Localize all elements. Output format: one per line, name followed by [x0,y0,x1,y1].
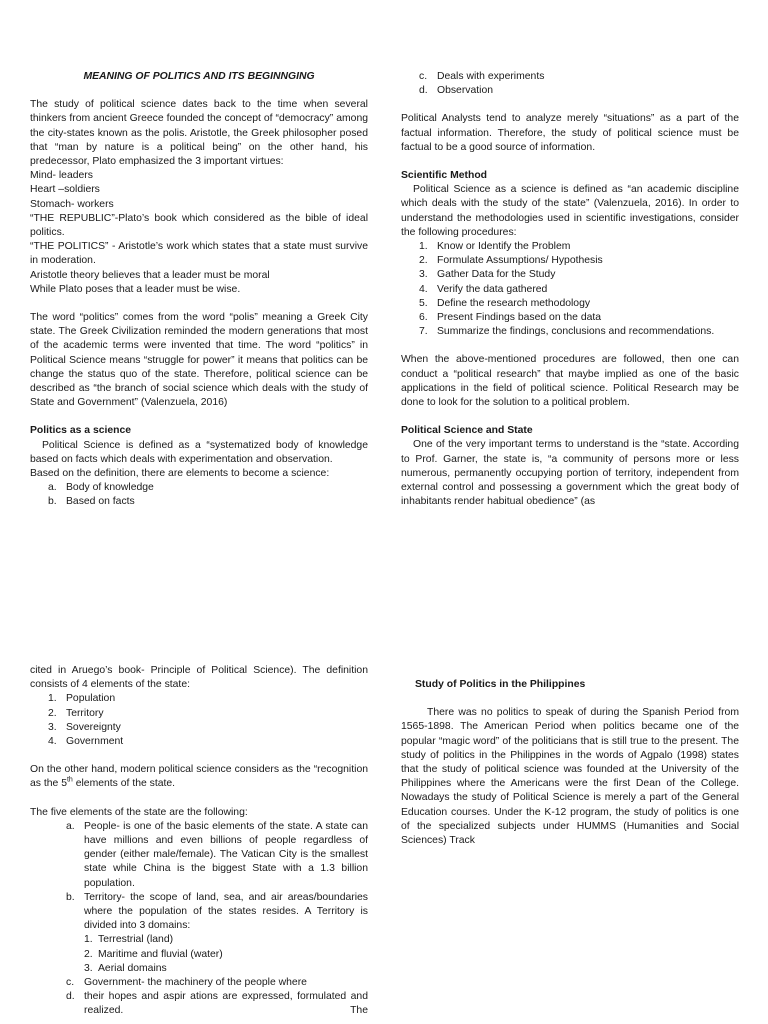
list-item: a. People- is one of the basic elements of the state. A state can have millions and even billions of people regardless of gender (either male/female). The Vatican City is the smallest state while China is the biggest State with a 1.3 billion population. [66,820,368,889]
top-right-column [401,70,739,509]
state-heading: Political Science and State [401,425,533,437]
virtue-stomach: Stomach- workers [30,198,114,210]
plato-note: While Plato poses that a leader must be wise. [30,283,241,295]
philippines-heading: Study of Politics in the Philippines [415,679,586,690]
list-item: 5. Define the research methodology [419,297,591,309]
research-paragraph: When the above-mentioned procedures are followed, then one can conduct a “political research” that maybe implied as one of the basic applications in the field of political science. Political Research may be done to look for the solution to a political problem. [401,354,739,409]
science-elements-list-cont [401,70,739,98]
definition-cont-paragraph: cited in Aruego’s book- Principle of Political Science). The definition consists of 4 elements of the state: [30,665,368,691]
page-title: MEANING OF POLITICS AND ITS BEGINNGING [83,71,315,82]
list-item: d. their hopes and aspir ations are expressed, formulated and realized. The [66,991,368,1017]
list-item: 2. Formulate Assumptions/ Hypothesis [419,255,603,267]
science-elements-list [30,481,368,509]
list-item: 3. Sovereignty [48,721,121,733]
list-item: 2. Maritime and fluvial (water) [84,948,223,960]
analysts-paragraph: Political Analysts tend to analyze merely “situations” as a part of the factual information. Therefore, the study of political science must be factual to be a good source of information. [401,113,739,153]
list-item: 6. Present Findings based on the data [419,312,602,324]
science-paragraph: Political Science is defined as a “systematized body of knowledge based on facts which deals with experimentation and observation. [30,439,368,465]
list-item: 4. Government [48,736,124,748]
list-item: c. Deals with experiments [419,71,545,82]
method-heading: Scientific Method [401,170,488,182]
state-paragraph: One of the very important terms to understand is the “state. According to Prof. Garner, the state is, “a community of persons more or less numerous, permanently occupying portion of territory, independent from external control and possessing a government which the great body of inhabitants render habitual obedience” (as [401,439,739,508]
modern-paragraph: On the other hand, modern political science considers as the “recognition as the 5th elements of the state. [30,764,368,790]
method-steps-list [401,240,739,339]
list-item: 7. Summarize the findings, conclusions and recommendations. [419,326,715,338]
list-item: 1. Know or Identify the Problem [419,241,571,253]
list-item: a. Body of knowledge [48,482,154,494]
politics-word-paragraph: The word “politics” comes from the word “polis” meaning a Greek City state. The Greek Civilization reminded the modern generations that most of the academic terms were invented that time. The word “politics” in Political Science means “struggle for power” it means that politics can be change the status quo of the state. Therefore, political science can be described as “the branch of social science which deals with the study of State and Government” (Valenzuela, 2016) [30,312,368,409]
five-elements-list [30,820,368,1019]
virtue-mind: Mind- leaders [30,170,93,182]
four-elements-list [30,692,368,749]
domains-list [66,933,368,976]
science-heading: Politics as a science [30,425,132,437]
intro-paragraph: The study of political science dates back to the time when several thinkers from ancient Greece founded the concept of “democracy” among the city-states known as the polis. Aristotle, the Greek philosopher posed that “man by nature is a political being” on the other hand, his predecessor, Plato emphasized the 3 important virtues: [30,99,368,168]
bottom-right-column [401,678,739,848]
aristotle-note: Aristotle theory believes that a leader must be moral [30,269,270,281]
top-left-column [30,70,368,510]
list-item: 1. Terrestrial (land) [84,934,174,946]
list-item: 1. Population [48,693,116,705]
republic-note: “THE REPUBLIC”-Plato’s book which considered as the bible of ideal politics. [30,212,368,239]
list-item: 3. Aerial domains [84,962,167,974]
list-item: 3. Gather Data for the Study [419,269,556,281]
politics-book-note: “THE POLITICS” - Aristotle’s work which states that a state must survive in moderation. [30,241,368,267]
list-item: b. Based on facts [48,496,135,508]
science-elements-intro: Based on the definition, there are elements to become a science: [30,468,330,480]
list-item: c. Government- the machinery of the people where [66,977,307,989]
virtue-heart: Heart –soldiers [30,184,100,196]
list-item: b. Territory- the scope of land, sea, and air areas/boundaries where the population of the states resides. A Territory is divided into 3 domains: [66,891,368,932]
list-item: 2. Territory [48,707,104,719]
five-elements-intro: The five elements of the state are the following: [30,806,248,818]
list-item: 4. Verify the data gathered [419,283,548,295]
philippines-paragraph: There was no politics to speak of during the Spanish Period from 1565-1898. The American Period when politics became one of the popular “magic word” of the politicians that is still true to the present. The study of politics in the Philippines in the words of Agpalo (1998) states that the study of political science was founded at the University of the Philippines where the Americans were the first Dean of the College. Nowadays the study of Political Science is merely a part of the General Education courses. Under the K-12 program, the study of politics is one of the specialized subjects under HUMMS (Humanities and Social Sciences) Track [401,707,739,847]
method-paragraph: Political Science as a science is defined as “an academic discipline which deals with the study of the state” (Valenzuela, 2016). In order to understand the methodologies used in scientific investigations, consider the following procedures: [401,184,739,238]
list-item: d. Observation [419,85,494,97]
bottom-left-column [30,664,368,1019]
